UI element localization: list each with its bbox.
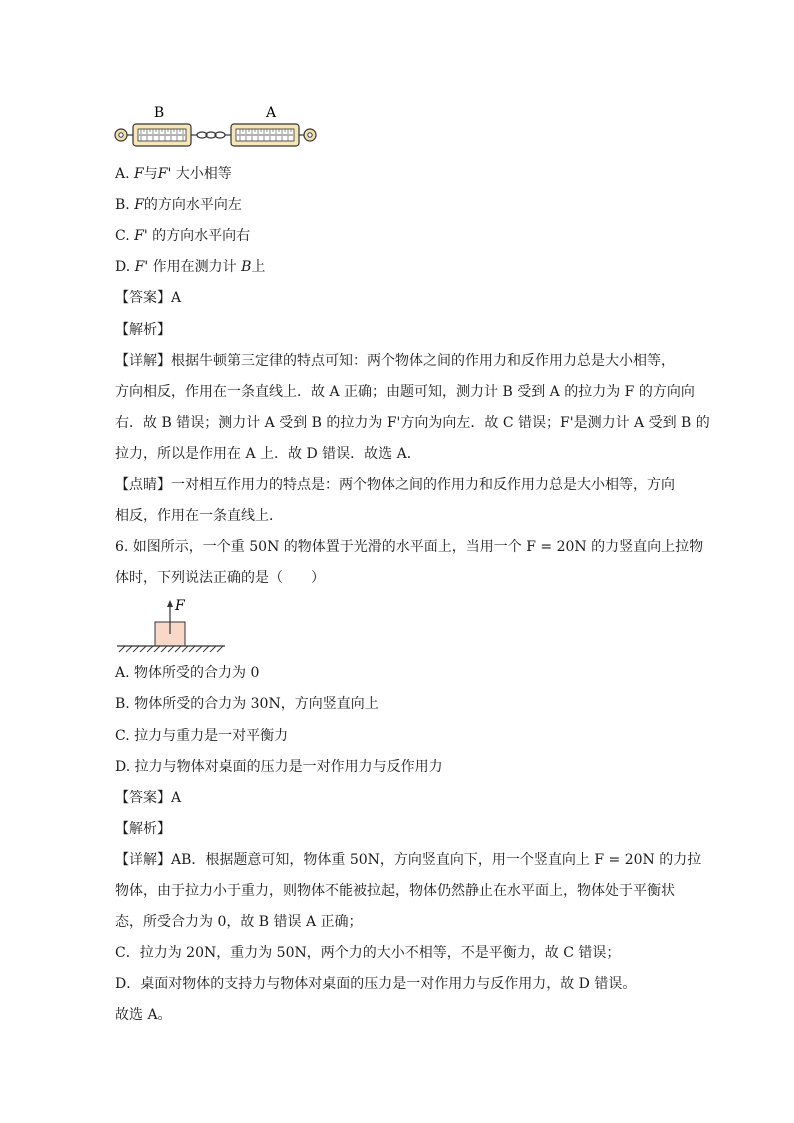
q6-detail-line-3: 态，所受合力为 0，故 B 错误 A 正确；: [115, 914, 363, 930]
q5-answer: 【答案】A: [115, 290, 182, 306]
q6-stem-line-2: 体时，下列说法正确的是（ ）: [115, 570, 325, 586]
q5-detail-line-4: 拉力，所以是作用在 A 上．故 D 错误．故选 A．: [115, 446, 421, 462]
hook-chain: [191, 132, 231, 138]
q5-option-d: D. F' 作用在测力计 B上: [115, 259, 266, 275]
q5-detail-line-2: 方向相反，作用在一条直线上．故 A 正确；由题可知，测力计 B 受到 A 的拉力为 F 的方向向: [115, 384, 695, 400]
q5-analysis-label: 【解析】: [115, 322, 171, 338]
q6-option-d: D. 拉力与物体对桌面的压力是一对作用力与反作用力: [115, 759, 443, 775]
scale-b-label: B: [153, 105, 165, 121]
q5-option-c: C. F' 的方向水平向右: [115, 228, 251, 244]
q6-detail-line-2: 物体，由于拉力小于重力，则物体不能被拉起，物体仍然静止在水平面上，物体处于平衡状: [115, 883, 675, 899]
q6-analysis-label: 【解析】: [115, 821, 171, 837]
q6-option-c: C. 拉力与重力是一对平衡力: [115, 728, 289, 744]
force-label: F: [175, 598, 185, 614]
q6-answer: 【答案】A: [115, 790, 182, 806]
scale-a-label: A: [265, 105, 277, 121]
q5-option-a: A. F与F' 大小相等: [115, 166, 232, 182]
q5-detail-line-1: 【详解】根据牛顿第三定律的特点可知：两个物体之间的作用力和反作用力总是大小相等，: [115, 353, 675, 369]
q6-stem-line-1: 6. 如图所示，一个重 50N 的物体置于光滑的水平面上，当用一个 F = 20N 的力竖直向上拉物: [115, 539, 704, 555]
q6-option-b: B. 物体所受的合力为 30N，方向竖直向上: [115, 696, 379, 712]
q5-comment-line-2: 相反，作用在一条直线上．: [115, 508, 283, 524]
q5-option-b: B. F的方向水平向左: [115, 197, 242, 213]
q5-comment-line-1: 【点睛】一对相互作用力的特点是：两个物体之间的作用力和反作用力总是大小相等，方向: [115, 477, 675, 493]
q6-detail-line-5: D．桌面对物体的支持力与物体对桌面的压力是一对作用力与反作用力，故 D 错误。: [115, 976, 637, 992]
block-force-figure: [115, 598, 230, 656]
q6-option-a: A. 物体所受的合力为 0: [115, 665, 260, 681]
q6-detail-line-1: 【详解】AB．根据题意可知，物体重 50N，方向竖直向下，用一个竖直向上 F = 20N 的力拉: [115, 852, 702, 868]
q6-conclusion: 故选 A。: [115, 1007, 172, 1023]
q5-detail-line-3: 右．故 B 错误；测力计 A 受到 B 的拉力为 F'方向为向左．故 C 错误；F'是测力计 A 受到 B 的: [115, 415, 710, 431]
q6-detail-line-4: C．拉力为 20N，重力为 50N，两个力的大小不相等，不是平衡力，故 C 错误；: [115, 945, 621, 961]
spring-scales-figure: [113, 104, 318, 148]
